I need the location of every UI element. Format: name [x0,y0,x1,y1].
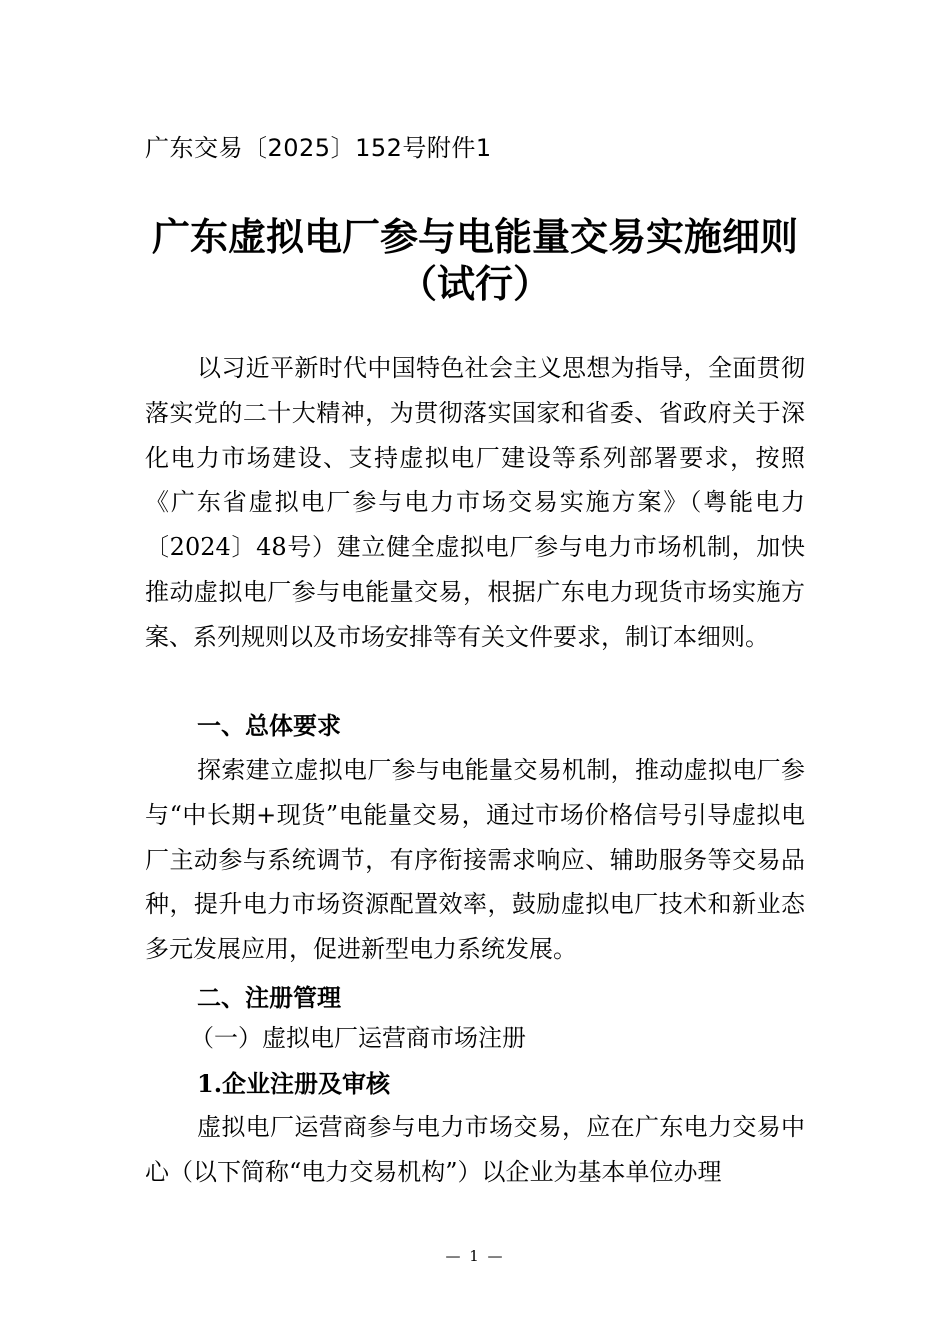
general-requirements-paragraph: 探索建立虚拟电厂参与电能量交易机制，推动虚拟电厂参与“中长期+现货”电能量交易，通过市场价格信号引导虚拟电厂主动参与系统调节，有序衔接需求响应、辅助服务等交易品种，提升电力市场资源配置效率，鼓励虚拟电厂技术和新业态多元发展应用，促进新型电力系统发展。 [145,756,805,964]
item-heading-enterprise-registration: 1.企业注册及审核 [197,1069,391,1098]
document-title: 广东虚拟电厂参与电能量交易实施细则 [151,215,798,259]
section-heading-general-requirements: 一、总体要求 [197,712,341,740]
subsection-heading-operator-registration: （一）虚拟电厂运营商市场注册 [190,1024,526,1052]
section-heading-registration: 二、注册管理 [197,984,341,1012]
document-title-trial-note: （试行） [398,262,551,306]
intro-paragraph: 以习近平新时代中国特色社会主义思想为指导，全面贯彻落实党的二十大精神，为贯彻落实国家和省委、省政府关于深化电力市场建设、支持虚拟电厂建设等系列部署要求，按照《广东省虚拟电厂参与电力市场交易实施方案》（粤能电力〔2024〕48号）建立健全虚拟电厂参与电力市场机制，加快推动虚拟电厂参与电能量交易，根据广东电力现货市场实施方案、系列规则以及市场安排等有关文件要求，制订本细则。 [145,354,805,651]
document-number: 广东交易〔2025〕152号附件1 [145,134,492,162]
page-number: — 1 — [445,1247,505,1265]
enterprise-registration-paragraph: 虚拟电厂运营商参与电力市场交易，应在广东电力交易中心（以下简称“电力交易机构”）以企业为基本单位办理 [145,1113,805,1186]
